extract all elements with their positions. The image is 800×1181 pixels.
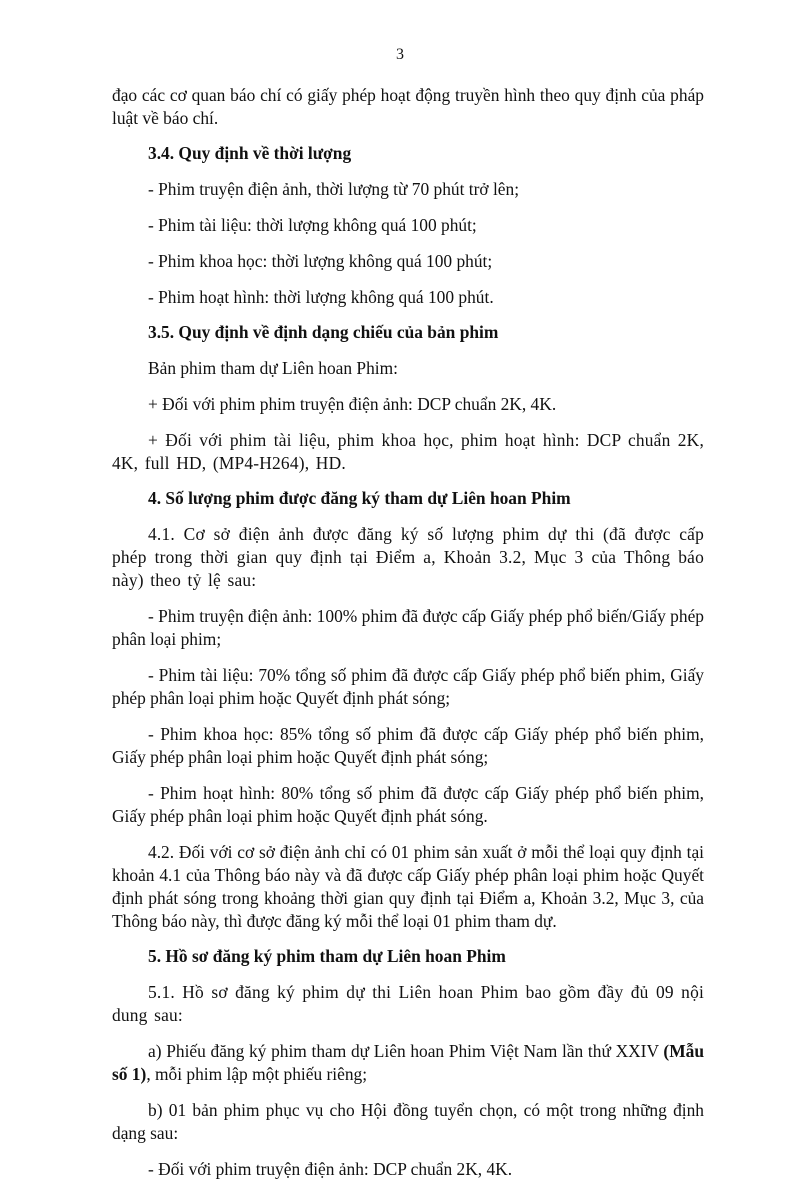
list-item: - Phim tài liệu: 70% tổng số phim đã được cấp Giấy phép phổ biến phim, Giấy phép phân loại phim hoặc Quyết định phát sóng; bbox=[112, 665, 704, 708]
list-item: - Phim khoa học: thời lượng không quá 100 phút; bbox=[148, 251, 493, 271]
paragraph-4-1: 4.1. Cơ sở điện ảnh được đăng ký số lượng phim dự thi (đã được cấp phép trong thời gian quy định tại Điểm a, Khoản 3.2, Mục 3 của Thông báo này) theo tỷ lệ sau: bbox=[112, 524, 704, 590]
list-item: - Phim khoa học: 85% tổng số phim đã được cấp Giấy phép phổ biến phim, Giấy phép phân loại phim hoặc Quyết định phát sóng; bbox=[112, 724, 704, 767]
list-item: + Đối với phim tài liệu, phim khoa học, phim hoạt hình: DCP chuẩn 2K, 4K, full HD, (MP4-H264), HD. bbox=[112, 430, 704, 473]
paragraph: đạo các cơ quan báo chí có giấy phép hoạt động truyền hình theo quy định của pháp luật về báo chí. bbox=[112, 85, 704, 128]
list-item: - Phim tài liệu: thời lượng không quá 100 phút; bbox=[148, 215, 477, 235]
item-a-text: a) Phiếu đăng ký phim tham dự Liên hoan Phim Việt Nam lần thứ XXIV bbox=[148, 1041, 664, 1061]
list-item: - Phim hoạt hình: thời lượng không quá 100 phút. bbox=[148, 287, 494, 307]
section-heading-3-4: 3.4. Quy định về thời lượng bbox=[148, 143, 352, 163]
paragraph-4-2: 4.2. Đối với cơ sở điện ảnh chỉ có 01 phim sản xuất ở mỗi thể loại quy định tại khoản 4.1 của Thông báo này và đã được cấp Giấy phép phân loại phim hoặc Quyết định phát sóng trong khoảng thời gian quy định tại Điểm a, Khoản 3.2, Mục 3, của Thông báo này, thì được đăng ký mỗi thể loại 01 phim tham dự. bbox=[112, 842, 704, 931]
paragraph: Bản phim tham dự Liên hoan Phim: bbox=[148, 358, 398, 378]
list-item: + Đối với phim phim truyện điện ảnh: DCP chuẩn 2K, 4K. bbox=[148, 394, 557, 414]
page-number: 3 bbox=[396, 46, 404, 63]
list-item: - Đối với phim truyện điện ảnh: DCP chuẩn 2K, 4K. bbox=[148, 1159, 513, 1179]
list-item: - Phim truyện điện ảnh: 100% phim đã được cấp Giấy phép phổ biến/Giấy phép phân loại phim; bbox=[112, 606, 704, 649]
list-item-a bbox=[112, 1040, 704, 1086]
list-item: - Phim truyện điện ảnh, thời lượng từ 70 phút trở lên; bbox=[148, 179, 520, 199]
list-item-b: b) 01 bản phim phục vụ cho Hội đồng tuyển chọn, có một trong những định dạng sau: bbox=[112, 1100, 704, 1143]
section-heading-5: 5. Hồ sơ đăng ký phim tham dự Liên hoan Phim bbox=[148, 946, 506, 966]
paragraph-5-1: 5.1. Hồ sơ đăng ký phim dự thi Liên hoan Phim bao gồm đầy đủ 09 nội dung sau: bbox=[112, 982, 704, 1025]
section-heading-3-5: 3.5. Quy định về định dạng chiếu của bản phim bbox=[148, 322, 499, 342]
list-item: - Phim hoạt hình: 80% tổng số phim đã được cấp Giấy phép phổ biến phim, Giấy phép phân loại phim hoặc Quyết định phát sóng. bbox=[112, 783, 704, 826]
section-heading-4: 4. Số lượng phim được đăng ký tham dự Liên hoan Phim bbox=[148, 488, 571, 508]
item-a-rest: , mỗi phim lập một phiếu riêng; bbox=[146, 1064, 368, 1084]
document-body bbox=[112, 84, 704, 1181]
form-reference: (Mẫu số 1) bbox=[112, 1041, 704, 1084]
